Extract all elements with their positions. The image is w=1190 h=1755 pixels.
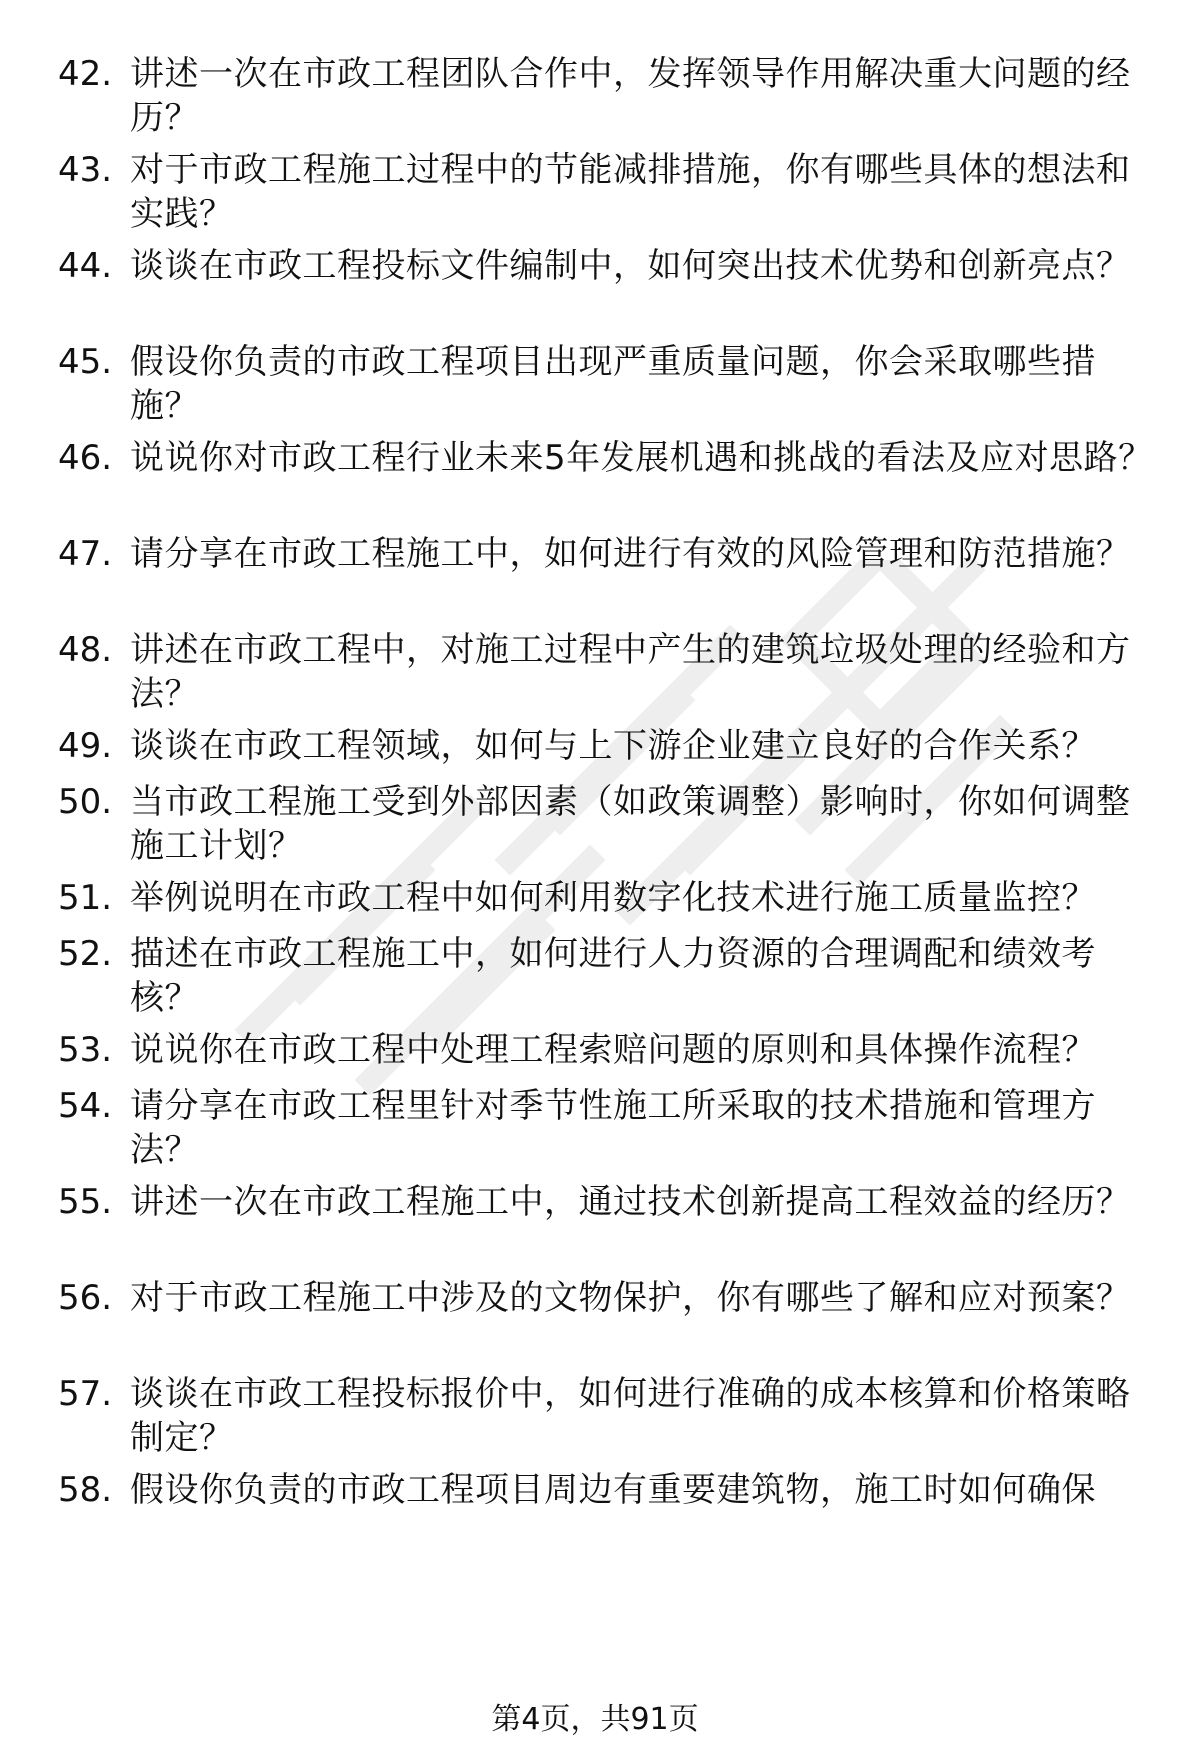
question-number: 44. [58,246,113,286]
question-text: 假设你负责的市政工程项目周边有重要建筑物，施工时如何确保 [130,1470,1096,1510]
question-item [0,932,1190,1042]
question-text: 谈谈在市政工程领域，如何与上下游企业建立良好的合作关系？ [130,726,1096,766]
question-number: 50. [58,782,113,822]
question-item [0,340,1190,450]
question-text: 讲述一次在市政工程施工中，通过技术创新提高工程效益的经历？ [130,1182,1131,1222]
question-item [0,148,1190,258]
page-footer [0,1700,1190,1740]
question-number: 49. [58,726,113,766]
question-number: 55. [58,1182,113,1222]
question-number: 47. [58,534,113,574]
page-indicator: 第4页，共91页 [491,1702,699,1737]
question-text: 描述在市政工程施工中，如何进行人力资源的合理调配和绩效考核？ [130,934,1096,1018]
question-item [0,52,1190,162]
question-number: 53. [58,1030,113,1070]
question-item [0,436,1190,546]
question-item [0,1372,1190,1482]
question-item [0,1084,1190,1194]
question-number: 46. [58,438,113,478]
question-text: 讲述在市政工程中，对施工过程中产生的建筑垃圾处理的经验和方法？ [130,630,1131,714]
question-number: 52. [58,934,113,974]
question-number: 58. [58,1470,113,1510]
question-text: 谈谈在市政工程投标文件编制中，如何突出技术优势和创新亮点？ [130,246,1131,286]
question-number: 57. [58,1374,113,1414]
question-item [0,532,1190,642]
question-text: 请分享在市政工程施工中，如何进行有效的风险管理和防范措施？ [130,534,1131,574]
question-text: 说说你在市政工程中处理工程索赔问题的原则和具体操作流程？ [130,1030,1096,1070]
question-text: 举例说明在市政工程中如何利用数字化技术进行施工质量监控？ [130,878,1096,918]
question-item [0,1276,1190,1386]
question-text: 对于市政工程施工过程中的节能减排措施，你有哪些具体的想法和实践？ [130,150,1131,234]
question-text: 请分享在市政工程里针对季节性施工所采取的技术措施和管理方法？ [130,1086,1096,1170]
question-number: 48. [58,630,113,670]
question-text: 对于市政工程施工中涉及的文物保护，你有哪些了解和应对预案？ [130,1278,1131,1318]
question-number: 56. [58,1278,113,1318]
question-item [0,780,1190,890]
question-number: 54. [58,1086,113,1126]
question-number: 45. [58,342,113,382]
question-text: 当市政工程施工受到外部因素（如政策调整）影响时，你如何调整施工计划？ [130,782,1131,866]
question-text: 假设你负责的市政工程项目出现严重质量问题，你会采取哪些措施？ [130,342,1096,426]
question-text: 谈谈在市政工程投标报价中，如何进行准确的成本核算和价格策略制定？ [130,1374,1131,1458]
question-text: 讲述一次在市政工程团队合作中，发挥领导作用解决重大问题的经历？ [130,54,1131,138]
question-item [0,244,1190,354]
question-item [0,1468,1190,1524]
question-text: 说说你对市政工程行业未来5年发展机遇和挑战的看法及应对思路？ [130,438,1153,478]
question-item [0,1180,1190,1290]
question-item [0,628,1190,738]
question-number: 43. [58,150,113,190]
question-number: 51. [58,878,113,918]
question-number: 42. [58,54,113,94]
